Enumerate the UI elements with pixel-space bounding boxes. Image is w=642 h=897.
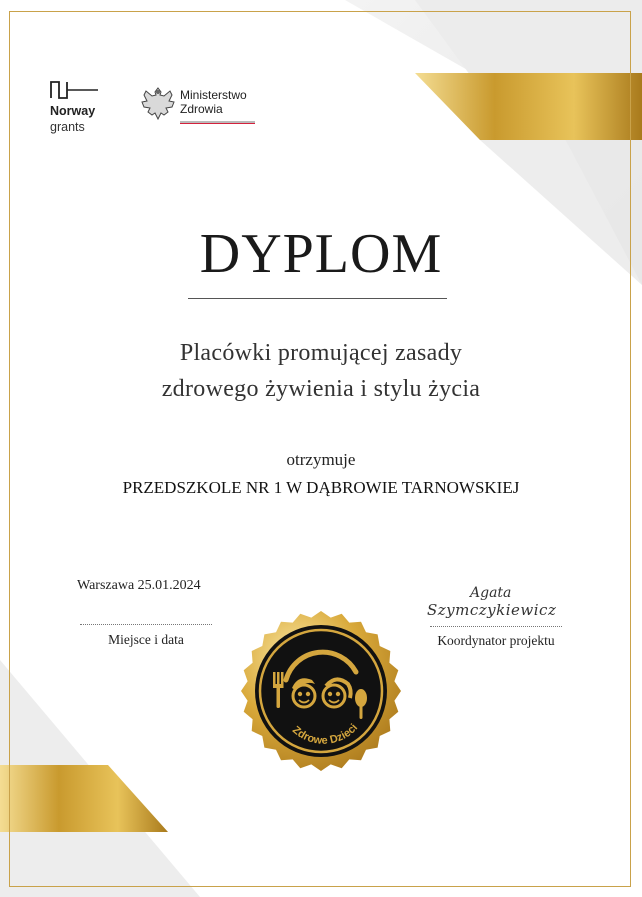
seal-text: Zdrowe Dzieci	[289, 721, 361, 747]
receives-text: otrzymuje	[286, 450, 356, 469]
recipient-name: PRZEDSZKOLE NR 1 W DĄBROWIE TARNOWSKIEJ	[122, 478, 520, 497]
signature-first-name: Agata	[470, 585, 512, 601]
signature-dotted-line	[430, 626, 562, 627]
coordinator-label: Koordynator projektu	[437, 633, 555, 648]
diploma-title: DYPLOM	[199, 223, 443, 285]
seal-badge	[240, 610, 402, 772]
eagle-emblem-icon	[140, 85, 176, 125]
norway-grants-line1: Norway	[50, 104, 96, 118]
title-underline	[188, 298, 447, 299]
place-date-label: Miejsce i data	[108, 632, 184, 647]
place-date: Warszawa 25.01.2024	[77, 578, 201, 593]
ministry-line2: Zdrowia	[180, 102, 223, 116]
ministry-flag-bar	[180, 121, 255, 124]
place-date-dotted-line	[80, 624, 212, 625]
subtitle-line1: Placówki promującej zasady	[179, 340, 463, 366]
signature-last-name: Szymczykiewicz	[427, 601, 557, 619]
norway-grants-line2: grants	[50, 120, 85, 134]
subtitle-line2: zdrowego żywienia i stylu życia	[161, 376, 481, 402]
ministry-line1: Ministerstwo	[180, 88, 247, 102]
norway-grants-icon	[50, 80, 100, 100]
